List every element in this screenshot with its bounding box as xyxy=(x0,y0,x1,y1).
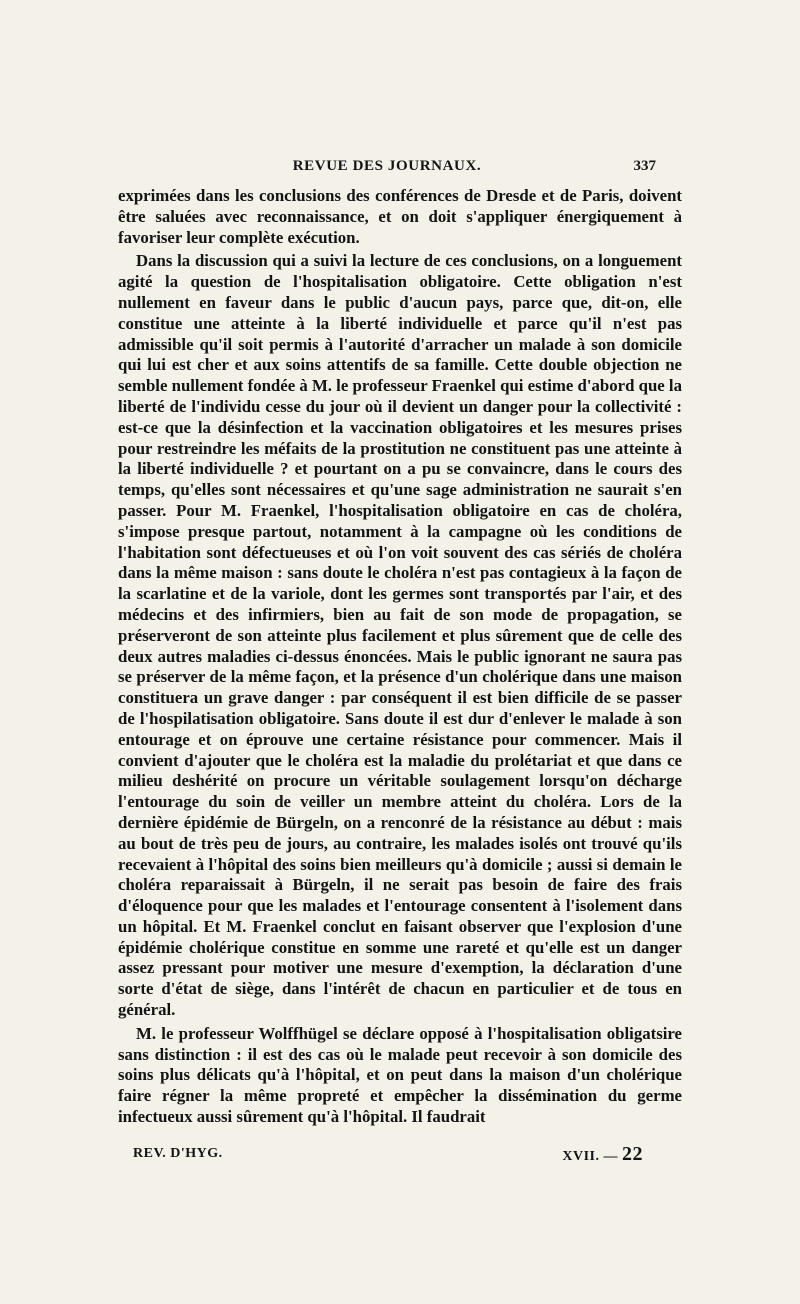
journal-abbreviation: REV. D'HYG. xyxy=(133,1146,223,1161)
volume-label: XVII. — xyxy=(562,1149,618,1164)
running-title: REVUE DES JOURNAUX. xyxy=(292,158,482,174)
page-header xyxy=(118,158,656,180)
page-number: 337 xyxy=(633,158,656,174)
signature-mark xyxy=(562,1143,643,1166)
page-footer xyxy=(133,1143,643,1168)
paragraph-discussion: Dans la discussion qui a suivi la lecture de ces conclusions, on a longuement agité la question de l'hospitalisation obligatoire. Cette obligation n'est nullement en faveur dans le public d'aucun pays, parce que, dit-on, elle constitue une atteinte à la liberté individuelle et parce qu'il n'est pas admissible qu'il soit permis à l'autorité d'arracher un malade à son domicile qui lui est cher et aux soins attentifs de sa famille. Cette double objection ne semble nullement fondée à M. le professeur Fraenkel qui estime d'abord que la liberté de l'individu cesse du jour où il devient un danger pour la collectivité : est-ce que la désinfection et la vaccination obligatoires et les mesures prises pour restreindre les méfaits de la prostitution ne constituent pas une atteinte à la liberté individuelle ? et pourtant on a pu se convaincre, dans le cours des temps, qu'elles sont nécessaires et qu'une sage administration ne saurait s'en passer. Pour M. Fraenkel, l'hospitalisation obligatoire en cas de choléra, s'impose presque partout, notamment à la campagne où les conditions de l'habitation sont défectueuses et où l'on voit souvent des cas sériés de choléra dans la même maison : sans doute le choléra n'est pas contagieux à la façon de la scarlatine et de la variole, dont les germes sont transportés par l'air, et des médecins et des infirmiers, bien au fait de son mode de propagation, se préserveront de son atteinte plus facilement et plus sûrement que de celle des deux autres maladies ci-dessus énoncées. Mais le public ignorant ne saura pas se préserver de la même façon, et la présence d'un cholérique dans une maison constituera un grave danger : par conséquent il est bien difficile de se passer de l'hospilatisation obligatoire. Sans doute il est dur d'enlever le malade à son entourage et on éprouve une certaine résistance pour commencer. Mais il convient d'ajouter que le choléra est la maladie du prolétariat et que dans ce milieu deshérité on procure un véritable soulagement lorsqu'on décharge l'entourage du soin de veiller un membre atteint du choléra. Lors de la dernière épidémie de Bürgeln, on a renconré de la résistance au début : mais au bout de très peu de jours, au contraire, les malades isolés ont trouvé qu'ils recevaient à l'hôpital des soins bien meilleurs qu'à domicile ; aussi si demain le choléra reparaissait à Bürgeln, il ne serait pas besoin de faire des frais d'éloquence pour que les malades et l'entourage consentent à l'isolement dans un hôpital. Et M. Fraenkel conclut en faisant observer que l'explosion d'une épidémie cholérique constitue en somme une rareté et qu'elle est un danger assez pressant pour motiver une mesure d'exemption, la déclaration d'une sorte d'état de siège, dans l'intérêt de chacun en particulier et de tous en général. xyxy=(118,251,682,1020)
signature-number: 22 xyxy=(622,1143,643,1165)
paragraph-wolffhugel: M. le professeur Wolffhügel se déclare opposé à l'hospitalisation obligatsire sans distinction : il est des cas où le malade peut recevoir à son domicile des soins plus délicats qu'à l'hôpital, et on peut dans la maison d'un cholérique faire régner la même propreté et empêcher la dissémination du germe infectueux aussi sûrement qu'à l'hôpital. Il faudrait xyxy=(118,1023,682,1127)
body-text xyxy=(118,186,682,1128)
paragraph-continuation: exprimées dans les conclusions des conférences de Dresde et de Paris, doivent être saluées avec reconnaissance, et on doit s'appliquer énergiquement à favoriser leur complète exécution. xyxy=(118,186,682,247)
